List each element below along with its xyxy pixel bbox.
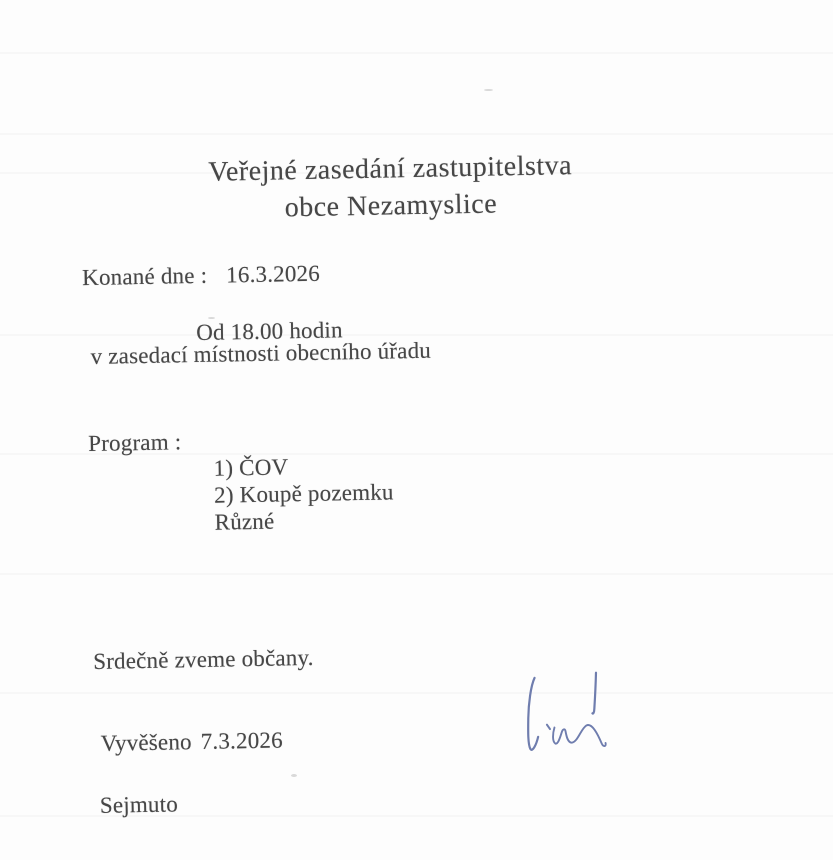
signature-icon	[507, 664, 624, 776]
document-title-line1: Veřejné zasedání zastupitelstva	[208, 150, 573, 188]
signature-stroke-tick	[547, 725, 550, 730]
signature-stroke-right	[592, 673, 597, 714]
held-date-label: Konané dne :	[81, 262, 208, 291]
program-item: 1) ČOV	[213, 454, 289, 481]
removed-label: Sejmuto	[99, 791, 179, 818]
program-item: 2) Koupě pozemku	[213, 479, 394, 508]
document-title-line2: obce Nezamyslice	[284, 188, 498, 224]
signature-stroke-left	[527, 678, 538, 750]
meeting-time-line: Od 18.00 hodin	[195, 317, 343, 346]
posted-date-value: 7.3.2026	[200, 727, 284, 754]
invitation-line: Srdečně zveme občany.	[92, 644, 314, 674]
program-item: Různé	[214, 508, 275, 535]
posted-date-line	[100, 727, 283, 756]
program-label: Program :	[87, 429, 182, 457]
posted-label: Vyvěšeno	[100, 729, 192, 756]
held-date-value: 16.3.2026	[225, 260, 321, 288]
meeting-venue-line: v zasedací místnosti obecního úřadu	[90, 337, 432, 369]
signature-stroke-wave	[553, 725, 606, 747]
held-date-line	[82, 261, 320, 291]
